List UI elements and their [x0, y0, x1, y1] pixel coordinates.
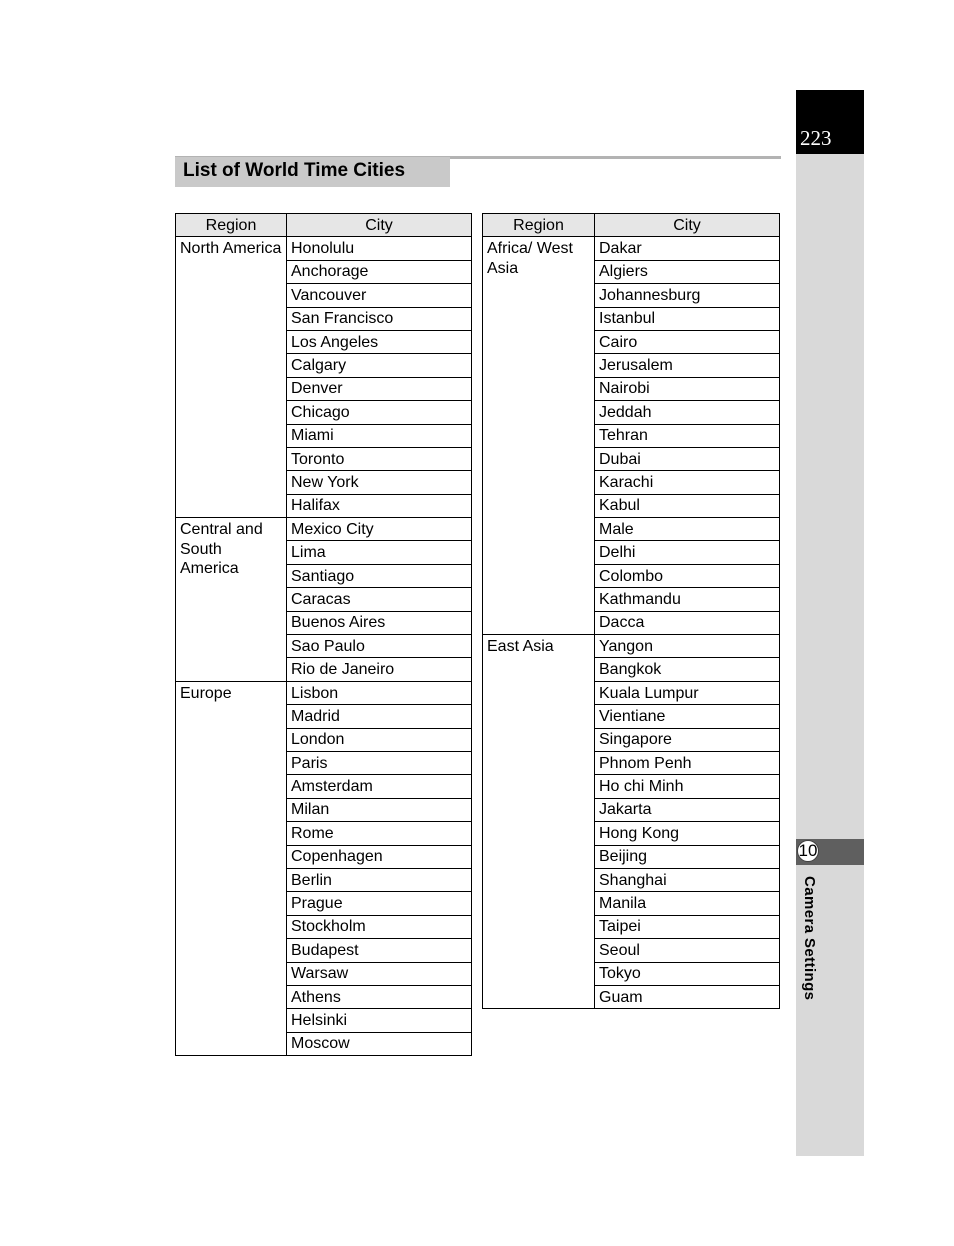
city-cell: Taipei	[595, 915, 780, 938]
region-cell: North America	[176, 237, 287, 518]
table-row	[483, 635, 780, 658]
city-cell: Cairo	[595, 330, 780, 353]
city-cell: Chicago	[287, 401, 472, 424]
city-cell: Vancouver	[287, 284, 472, 307]
city-cell: Buenos Aires	[287, 611, 472, 634]
city-cell: San Francisco	[287, 307, 472, 330]
city-cell: Honolulu	[287, 237, 472, 260]
city-cell: Vientiane	[595, 705, 780, 728]
city-cell: Amsterdam	[287, 775, 472, 798]
city-cell: Rio de Janeiro	[287, 658, 472, 681]
city-cell: Istanbul	[595, 307, 780, 330]
city-cell: Beijing	[595, 845, 780, 868]
city-cell: Tehran	[595, 424, 780, 447]
region-column-header: Region	[176, 214, 287, 237]
city-cell: Delhi	[595, 541, 780, 564]
city-cell: Jakarta	[595, 798, 780, 821]
table-row	[176, 681, 472, 704]
city-cell: Bangkok	[595, 658, 780, 681]
table-row	[483, 237, 780, 260]
city-cell: New York	[287, 471, 472, 494]
city-cell: Halifax	[287, 494, 472, 517]
city-cell: Lima	[287, 541, 472, 564]
table-row	[176, 237, 472, 260]
city-cell: Caracas	[287, 588, 472, 611]
city-cell: Berlin	[287, 868, 472, 891]
city-cell: Singapore	[595, 728, 780, 751]
city-cell: Dacca	[595, 611, 780, 634]
city-cell: Shanghai	[595, 868, 780, 891]
city-cell: Warsaw	[287, 962, 472, 985]
city-cell: Algiers	[595, 260, 780, 283]
city-cell: Athens	[287, 985, 472, 1008]
city-cell: Johannesburg	[595, 284, 780, 307]
page-title: List of World Time Cities	[183, 160, 406, 181]
city-cell: Hong Kong	[595, 822, 780, 845]
city-cell: Toronto	[287, 447, 472, 470]
city-cell: Calgary	[287, 354, 472, 377]
city-cell: London	[287, 728, 472, 751]
city-cell: Stockholm	[287, 915, 472, 938]
world-cities-table-left	[175, 213, 472, 1056]
city-cell: Mexico City	[287, 518, 472, 541]
city-cell: Moscow	[287, 1032, 472, 1055]
city-cell: Los Angeles	[287, 330, 472, 353]
world-cities-table-right	[482, 213, 780, 1009]
city-cell: Copenhagen	[287, 845, 472, 868]
city-cell: Kathmandu	[595, 588, 780, 611]
city-cell: Tokyo	[595, 962, 780, 985]
city-cell: Yangon	[595, 635, 780, 658]
city-column-header: City	[595, 214, 780, 237]
city-cell: Kuala Lumpur	[595, 681, 780, 704]
city-cell: Budapest	[287, 939, 472, 962]
city-cell: Guam	[595, 985, 780, 1008]
city-column-header: City	[287, 214, 472, 237]
region-cell: Africa/ West Asia	[483, 237, 595, 635]
city-cell: Madrid	[287, 705, 472, 728]
region-cell: Europe	[176, 681, 287, 1055]
city-cell: Jerusalem	[595, 354, 780, 377]
city-cell: Lisbon	[287, 681, 472, 704]
page-number: 223	[800, 126, 832, 150]
table-header-row	[176, 214, 472, 237]
city-cell: Nairobi	[595, 377, 780, 400]
city-cell: Kabul	[595, 494, 780, 517]
city-cell: Anchorage	[287, 260, 472, 283]
region-column-header: Region	[483, 214, 595, 237]
city-cell: Sao Paulo	[287, 635, 472, 658]
chapter-number: 10	[798, 841, 818, 860]
city-cell: Jeddah	[595, 401, 780, 424]
region-cell: Central and South America	[176, 518, 287, 682]
city-cell: Seoul	[595, 939, 780, 962]
city-cell: Santiago	[287, 564, 472, 587]
city-cell: Ho chi Minh	[595, 775, 780, 798]
city-cell: Dubai	[595, 447, 780, 470]
city-cell: Rome	[287, 822, 472, 845]
region-cell: East Asia	[483, 635, 595, 1009]
table-row	[176, 518, 472, 541]
city-cell: Colombo	[595, 564, 780, 587]
city-cell: Denver	[287, 377, 472, 400]
city-cell: Helsinki	[287, 1009, 472, 1032]
city-cell: Male	[595, 518, 780, 541]
city-cell: Dakar	[595, 237, 780, 260]
city-cell: Phnom Penh	[595, 751, 780, 774]
chapter-label: Camera Settings	[801, 876, 818, 1001]
city-cell: Prague	[287, 892, 472, 915]
city-cell: Miami	[287, 424, 472, 447]
city-cell: Manila	[595, 892, 780, 915]
city-cell: Milan	[287, 798, 472, 821]
city-cell: Paris	[287, 751, 472, 774]
table-header-row	[483, 214, 780, 237]
city-cell: Karachi	[595, 471, 780, 494]
